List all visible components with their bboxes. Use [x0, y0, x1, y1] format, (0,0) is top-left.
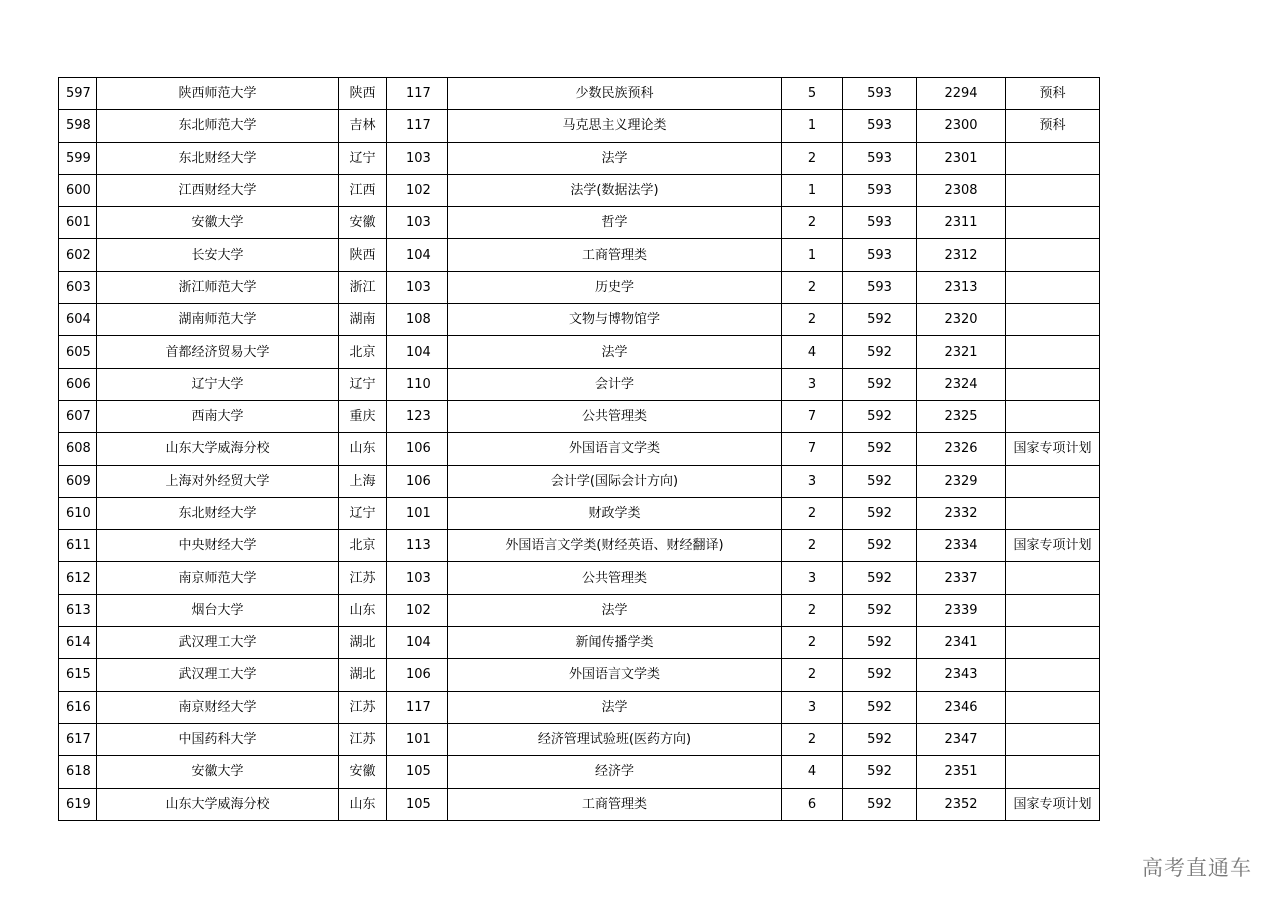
university-name-cell: 山东大学威海分校: [97, 433, 339, 465]
min-rank-cell: 2325: [917, 400, 1006, 432]
university-name-cell: 安徽大学: [97, 756, 339, 788]
min-rank-cell: 2324: [917, 368, 1006, 400]
major-code-cell: 108: [387, 304, 448, 336]
remark-cell: [1006, 659, 1100, 691]
university-name-cell: 上海对外经贸大学: [97, 465, 339, 497]
min-rank-cell: 2334: [917, 530, 1006, 562]
table-row: [59, 756, 1100, 788]
remark-cell: [1006, 756, 1100, 788]
university-name-cell: 南京财经大学: [97, 691, 339, 723]
major-code-cell: 117: [387, 110, 448, 142]
province-cell: 山东: [339, 433, 387, 465]
major-name-cell: 法学: [448, 142, 782, 174]
university-name-cell: 江西财经大学: [97, 174, 339, 206]
row-number-cell: 608: [59, 433, 97, 465]
remark-cell: 国家专项计划: [1006, 788, 1100, 820]
row-number-cell: 603: [59, 271, 97, 303]
min-score-cell: 592: [843, 530, 917, 562]
table-row: [59, 723, 1100, 755]
min-rank-cell: 2308: [917, 174, 1006, 206]
table-body: [59, 78, 1100, 821]
major-name-cell: 公共管理类: [448, 400, 782, 432]
table-row: [59, 659, 1100, 691]
province-cell: 北京: [339, 336, 387, 368]
university-name-cell: 中国药科大学: [97, 723, 339, 755]
major-code-cell: 103: [387, 562, 448, 594]
university-name-cell: 陕西师范大学: [97, 78, 339, 110]
min-rank-cell: 2347: [917, 723, 1006, 755]
plan-count-cell: 6: [782, 788, 843, 820]
min-rank-cell: 2320: [917, 304, 1006, 336]
plan-count-cell: 2: [782, 207, 843, 239]
plan-count-cell: 5: [782, 78, 843, 110]
table-row: [59, 788, 1100, 820]
row-number-cell: 618: [59, 756, 97, 788]
table-row: [59, 271, 1100, 303]
major-name-cell: 会计学: [448, 368, 782, 400]
province-cell: 辽宁: [339, 142, 387, 174]
min-score-cell: 592: [843, 497, 917, 529]
province-cell: 北京: [339, 530, 387, 562]
row-number-cell: 601: [59, 207, 97, 239]
remark-cell: [1006, 304, 1100, 336]
min-score-cell: 592: [843, 756, 917, 788]
row-number-cell: 607: [59, 400, 97, 432]
major-code-cell: 113: [387, 530, 448, 562]
province-cell: 安徽: [339, 207, 387, 239]
major-name-cell: 经济学: [448, 756, 782, 788]
plan-count-cell: 2: [782, 594, 843, 626]
row-number-cell: 614: [59, 627, 97, 659]
min-score-cell: 593: [843, 78, 917, 110]
row-number-cell: 597: [59, 78, 97, 110]
plan-count-cell: 2: [782, 530, 843, 562]
plan-count-cell: 2: [782, 304, 843, 336]
table-row: [59, 142, 1100, 174]
min-rank-cell: 2312: [917, 239, 1006, 271]
province-cell: 江西: [339, 174, 387, 206]
table-row: [59, 336, 1100, 368]
major-name-cell: 外国语言文学类(财经英语、财经翻译): [448, 530, 782, 562]
plan-count-cell: 7: [782, 433, 843, 465]
university-name-cell: 东北财经大学: [97, 142, 339, 174]
row-number-cell: 602: [59, 239, 97, 271]
province-cell: 重庆: [339, 400, 387, 432]
min-score-cell: 592: [843, 336, 917, 368]
min-rank-cell: 2341: [917, 627, 1006, 659]
remark-cell: [1006, 497, 1100, 529]
min-score-cell: 593: [843, 142, 917, 174]
major-name-cell: 公共管理类: [448, 562, 782, 594]
remark-cell: [1006, 594, 1100, 626]
remark-cell: 国家专项计划: [1006, 433, 1100, 465]
province-cell: 湖北: [339, 627, 387, 659]
plan-count-cell: 2: [782, 659, 843, 691]
row-number-cell: 598: [59, 110, 97, 142]
major-code-cell: 104: [387, 627, 448, 659]
remark-cell: [1006, 207, 1100, 239]
table-row: [59, 627, 1100, 659]
remark-cell: 国家专项计划: [1006, 530, 1100, 562]
remark-cell: [1006, 368, 1100, 400]
min-score-cell: 592: [843, 433, 917, 465]
university-name-cell: 安徽大学: [97, 207, 339, 239]
major-name-cell: 历史学: [448, 271, 782, 303]
table-row: [59, 691, 1100, 723]
min-rank-cell: 2326: [917, 433, 1006, 465]
major-code-cell: 123: [387, 400, 448, 432]
plan-count-cell: 2: [782, 271, 843, 303]
remark-cell: [1006, 691, 1100, 723]
table-row: [59, 239, 1100, 271]
min-rank-cell: 2294: [917, 78, 1006, 110]
plan-count-cell: 2: [782, 627, 843, 659]
province-cell: 上海: [339, 465, 387, 497]
min-score-cell: 592: [843, 788, 917, 820]
remark-cell: 预科: [1006, 110, 1100, 142]
row-number-cell: 604: [59, 304, 97, 336]
min-score-cell: 593: [843, 271, 917, 303]
major-name-cell: 法学: [448, 691, 782, 723]
major-name-cell: 哲学: [448, 207, 782, 239]
province-cell: 湖南: [339, 304, 387, 336]
row-number-cell: 610: [59, 497, 97, 529]
plan-count-cell: 3: [782, 368, 843, 400]
university-name-cell: 浙江师范大学: [97, 271, 339, 303]
major-code-cell: 104: [387, 336, 448, 368]
remark-cell: [1006, 142, 1100, 174]
province-cell: 陕西: [339, 239, 387, 271]
province-cell: 吉林: [339, 110, 387, 142]
min-score-cell: 592: [843, 659, 917, 691]
university-name-cell: 烟台大学: [97, 594, 339, 626]
plan-count-cell: 2: [782, 723, 843, 755]
major-name-cell: 新闻传播学类: [448, 627, 782, 659]
major-name-cell: 会计学(国际会计方向): [448, 465, 782, 497]
university-name-cell: 长安大学: [97, 239, 339, 271]
table-row: [59, 400, 1100, 432]
table-row: [59, 594, 1100, 626]
plan-count-cell: 1: [782, 174, 843, 206]
remark-cell: [1006, 239, 1100, 271]
remark-cell: [1006, 465, 1100, 497]
major-code-cell: 101: [387, 497, 448, 529]
table-row: [59, 465, 1100, 497]
remark-cell: [1006, 627, 1100, 659]
university-name-cell: 辽宁大学: [97, 368, 339, 400]
major-code-cell: 104: [387, 239, 448, 271]
province-cell: 辽宁: [339, 497, 387, 529]
province-cell: 江苏: [339, 691, 387, 723]
row-number-cell: 619: [59, 788, 97, 820]
min-score-cell: 592: [843, 465, 917, 497]
plan-count-cell: 2: [782, 142, 843, 174]
province-cell: 江苏: [339, 723, 387, 755]
remark-cell: [1006, 400, 1100, 432]
plan-count-cell: 4: [782, 336, 843, 368]
major-name-cell: 外国语言文学类: [448, 433, 782, 465]
major-name-cell: 少数民族预科: [448, 78, 782, 110]
plan-count-cell: 4: [782, 756, 843, 788]
major-code-cell: 106: [387, 465, 448, 497]
major-name-cell: 法学: [448, 594, 782, 626]
min-rank-cell: 2337: [917, 562, 1006, 594]
major-name-cell: 法学: [448, 336, 782, 368]
university-name-cell: 首都经济贸易大学: [97, 336, 339, 368]
row-number-cell: 617: [59, 723, 97, 755]
min-rank-cell: 2351: [917, 756, 1006, 788]
university-name-cell: 东北财经大学: [97, 497, 339, 529]
major-name-cell: 文物与博物馆学: [448, 304, 782, 336]
min-rank-cell: 2321: [917, 336, 1006, 368]
table-row: [59, 368, 1100, 400]
major-name-cell: 工商管理类: [448, 239, 782, 271]
province-cell: 陕西: [339, 78, 387, 110]
min-score-cell: 592: [843, 562, 917, 594]
remark-cell: [1006, 271, 1100, 303]
university-name-cell: 西南大学: [97, 400, 339, 432]
major-name-cell: 法学(数据法学): [448, 174, 782, 206]
major-code-cell: 117: [387, 78, 448, 110]
table-row: [59, 433, 1100, 465]
plan-count-cell: 1: [782, 110, 843, 142]
remark-cell: [1006, 174, 1100, 206]
admission-table: [58, 77, 1100, 821]
row-number-cell: 612: [59, 562, 97, 594]
major-code-cell: 101: [387, 723, 448, 755]
min-rank-cell: 2329: [917, 465, 1006, 497]
row-number-cell: 611: [59, 530, 97, 562]
remark-cell: [1006, 336, 1100, 368]
row-number-cell: 609: [59, 465, 97, 497]
min-rank-cell: 2311: [917, 207, 1006, 239]
major-code-cell: 102: [387, 174, 448, 206]
university-name-cell: 山东大学威海分校: [97, 788, 339, 820]
major-code-cell: 103: [387, 271, 448, 303]
university-name-cell: 东北师范大学: [97, 110, 339, 142]
remark-cell: [1006, 562, 1100, 594]
min-score-cell: 592: [843, 691, 917, 723]
min-score-cell: 592: [843, 594, 917, 626]
table-row: [59, 174, 1100, 206]
min-score-cell: 593: [843, 239, 917, 271]
major-code-cell: 105: [387, 788, 448, 820]
min-score-cell: 592: [843, 400, 917, 432]
row-number-cell: 615: [59, 659, 97, 691]
table-row: [59, 207, 1100, 239]
major-code-cell: 103: [387, 142, 448, 174]
row-number-cell: 613: [59, 594, 97, 626]
major-code-cell: 105: [387, 756, 448, 788]
major-name-cell: 工商管理类: [448, 788, 782, 820]
table-row: [59, 304, 1100, 336]
major-code-cell: 103: [387, 207, 448, 239]
min-score-cell: 592: [843, 304, 917, 336]
plan-count-cell: 2: [782, 497, 843, 529]
min-rank-cell: 2339: [917, 594, 1006, 626]
major-code-cell: 117: [387, 691, 448, 723]
min-rank-cell: 2313: [917, 271, 1006, 303]
row-number-cell: 606: [59, 368, 97, 400]
min-rank-cell: 2300: [917, 110, 1006, 142]
major-name-cell: 外国语言文学类: [448, 659, 782, 691]
major-name-cell: 财政学类: [448, 497, 782, 529]
min-score-cell: 592: [843, 368, 917, 400]
table-row: [59, 497, 1100, 529]
university-name-cell: 中央财经大学: [97, 530, 339, 562]
min-score-cell: 592: [843, 723, 917, 755]
university-name-cell: 武汉理工大学: [97, 659, 339, 691]
province-cell: 辽宁: [339, 368, 387, 400]
major-code-cell: 110: [387, 368, 448, 400]
row-number-cell: 599: [59, 142, 97, 174]
min-rank-cell: 2301: [917, 142, 1006, 174]
table-row: [59, 78, 1100, 110]
major-code-cell: 106: [387, 433, 448, 465]
row-number-cell: 616: [59, 691, 97, 723]
province-cell: 山东: [339, 788, 387, 820]
min-score-cell: 593: [843, 110, 917, 142]
plan-count-cell: 7: [782, 400, 843, 432]
row-number-cell: 605: [59, 336, 97, 368]
province-cell: 江苏: [339, 562, 387, 594]
province-cell: 安徽: [339, 756, 387, 788]
min-rank-cell: 2352: [917, 788, 1006, 820]
min-score-cell: 593: [843, 207, 917, 239]
row-number-cell: 600: [59, 174, 97, 206]
table-row: [59, 562, 1100, 594]
plan-count-cell: 3: [782, 691, 843, 723]
major-name-cell: 经济管理试验班(医药方向): [448, 723, 782, 755]
watermark-text: 高考直通车: [1142, 856, 1252, 880]
table-row: [59, 110, 1100, 142]
major-code-cell: 106: [387, 659, 448, 691]
plan-count-cell: 3: [782, 562, 843, 594]
major-code-cell: 102: [387, 594, 448, 626]
min-rank-cell: 2346: [917, 691, 1006, 723]
major-name-cell: 马克思主义理论类: [448, 110, 782, 142]
university-name-cell: 湖南师范大学: [97, 304, 339, 336]
province-cell: 山东: [339, 594, 387, 626]
plan-count-cell: 1: [782, 239, 843, 271]
min-rank-cell: 2332: [917, 497, 1006, 529]
remark-cell: 预科: [1006, 78, 1100, 110]
province-cell: 湖北: [339, 659, 387, 691]
university-name-cell: 武汉理工大学: [97, 627, 339, 659]
plan-count-cell: 3: [782, 465, 843, 497]
table-row: [59, 530, 1100, 562]
province-cell: 浙江: [339, 271, 387, 303]
remark-cell: [1006, 723, 1100, 755]
university-name-cell: 南京师范大学: [97, 562, 339, 594]
min-score-cell: 593: [843, 174, 917, 206]
min-score-cell: 592: [843, 627, 917, 659]
min-rank-cell: 2343: [917, 659, 1006, 691]
